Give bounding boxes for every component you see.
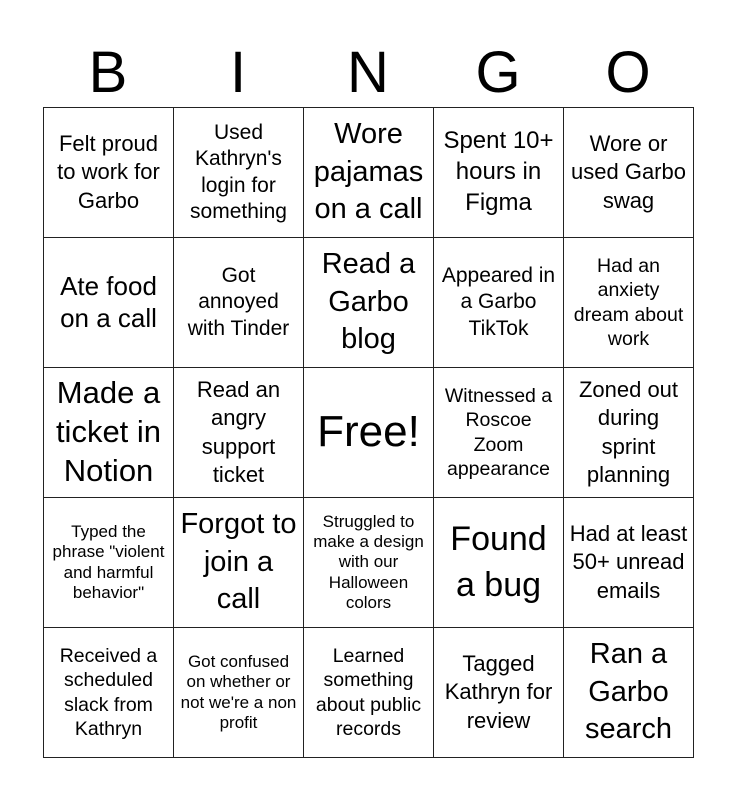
bingo-cell[interactable]: Felt proud to work for Garbo <box>44 108 174 238</box>
bingo-cell[interactable]: Learned something about public records <box>304 628 434 758</box>
bingo-cell[interactable]: Struggled to make a design with our Halloween colors <box>304 498 434 628</box>
bingo-cell[interactable]: Got annoyed with Tinder <box>174 238 304 368</box>
bingo-cell[interactable]: Spent 10+ hours in Figma <box>434 108 564 238</box>
bingo-cell[interactable]: Forgot to join a call <box>174 498 304 628</box>
bingo-cell[interactable]: Wore or used Garbo swag <box>564 108 694 238</box>
bingo-header <box>43 40 693 106</box>
bingo-cell[interactable]: Got confused on whether or not we're a non profit <box>174 628 304 758</box>
bingo-cell[interactable]: Zoned out during sprint planning <box>564 368 694 498</box>
bingo-cell[interactable]: Ran a Garbo search <box>564 628 694 758</box>
bingo-cell[interactable]: Had an anxiety dream about work <box>564 238 694 368</box>
header-letter-n: N <box>347 40 389 105</box>
bingo-board <box>43 107 694 758</box>
header-letter-g: G <box>475 40 521 105</box>
header-letter-o: O <box>605 40 651 105</box>
bingo-cell[interactable]: Tagged Kathryn for review <box>434 628 564 758</box>
header-letter-i: I <box>229 40 247 105</box>
bingo-cell[interactable]: Typed the phrase "violent and harmful behavior" <box>44 498 174 628</box>
bingo-cell[interactable]: Read a Garbo blog <box>304 238 434 368</box>
free-space-cell[interactable]: Free! <box>304 368 434 498</box>
bingo-cell[interactable]: Wore pajamas on a call <box>304 108 434 238</box>
bingo-cell[interactable]: Ate food on a call <box>44 238 174 368</box>
header-letter-b: B <box>88 40 128 105</box>
bingo-cell[interactable]: Read an angry support ticket <box>174 368 304 498</box>
bingo-cell[interactable]: Had at least 50+ unread emails <box>564 498 694 628</box>
bingo-cell[interactable]: Found a bug <box>434 498 564 628</box>
bingo-cell[interactable]: Used Kathryn's login for something <box>174 108 304 238</box>
bingo-cell[interactable]: Appeared in a Garbo TikTok <box>434 238 564 368</box>
bingo-cell[interactable]: Made a ticket in Notion <box>44 368 174 498</box>
bingo-cell[interactable]: Received a scheduled slack from Kathryn <box>44 628 174 758</box>
bingo-cell[interactable]: Witnessed a Roscoe Zoom appearance <box>434 368 564 498</box>
